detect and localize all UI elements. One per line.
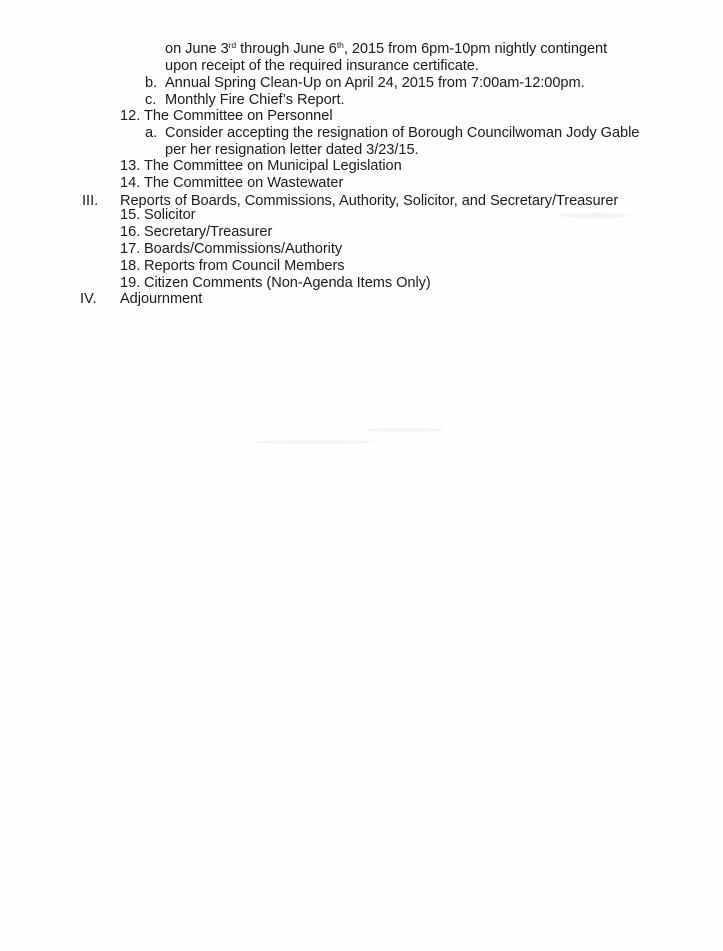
item-number: 17. [120, 241, 141, 257]
item-marker: c. [145, 92, 157, 108]
section-numeral: IV. [80, 291, 97, 307]
section-reports: Reports of Boards, Commissions, Authority, Solicitor, and Secretary/Treasurer [120, 193, 619, 209]
scan-artifact [255, 440, 375, 444]
agenda-item-boards: Boards/Commissions/Authority [144, 241, 343, 257]
agenda-item-citizen-comments: Citizen Comments (Non-Agenda Items Only) [144, 275, 431, 291]
item-number: 19. [120, 275, 141, 291]
item-number: 12. [120, 108, 141, 124]
item-marker: b. [145, 75, 158, 91]
text-segment: , 2015 from 6pm-10pm nightly contingent [343, 41, 608, 57]
scan-artifact [365, 428, 445, 432]
agenda-item-wastewater: The Committee on Wastewater [144, 175, 344, 191]
agenda-item-spring-cleanup: Annual Spring Clean-Up on April 24, 2015 from 7:00am-12:00pm. [165, 75, 585, 91]
agenda-item-municipal-legislation: The Committee on Municipal Legislation [144, 158, 402, 174]
section-numeral: III. [82, 193, 99, 209]
agenda-item-personnel: The Committee on Personnel [144, 108, 333, 124]
item-number: 15. [120, 207, 141, 223]
ordinal-suffix: th [336, 40, 344, 50]
agenda-item-council-reports: Reports from Council Members [144, 258, 345, 274]
agenda-item-resignation-cont: per her resignation letter dated 3/23/15. [165, 142, 419, 158]
item-marker: a. [145, 125, 158, 141]
continuation-line-1 [165, 41, 607, 58]
agenda-item-fire-chief-report: Monthly Fire Chief’s Report. [165, 92, 345, 108]
continuation-line-2: upon receipt of the required insurance certificate. [165, 58, 479, 74]
item-number: 18. [120, 258, 141, 274]
text-segment: on June 3 [165, 41, 229, 57]
ordinal-suffix: rd [228, 40, 237, 50]
agenda-item-secretary-treasurer: Secretary/Treasurer [144, 224, 273, 240]
item-number: 14. [120, 175, 141, 191]
section-adjournment: Adjournment [120, 291, 203, 307]
scan-artifact [560, 213, 630, 218]
agenda-item-solicitor: Solicitor [144, 207, 196, 223]
text-segment: through June 6 [236, 41, 337, 57]
item-number: 16. [120, 224, 141, 240]
agenda-item-resignation: Consider accepting the resignation of Borough Councilwoman Jody Gable [165, 125, 640, 141]
item-number: 13. [120, 158, 141, 174]
